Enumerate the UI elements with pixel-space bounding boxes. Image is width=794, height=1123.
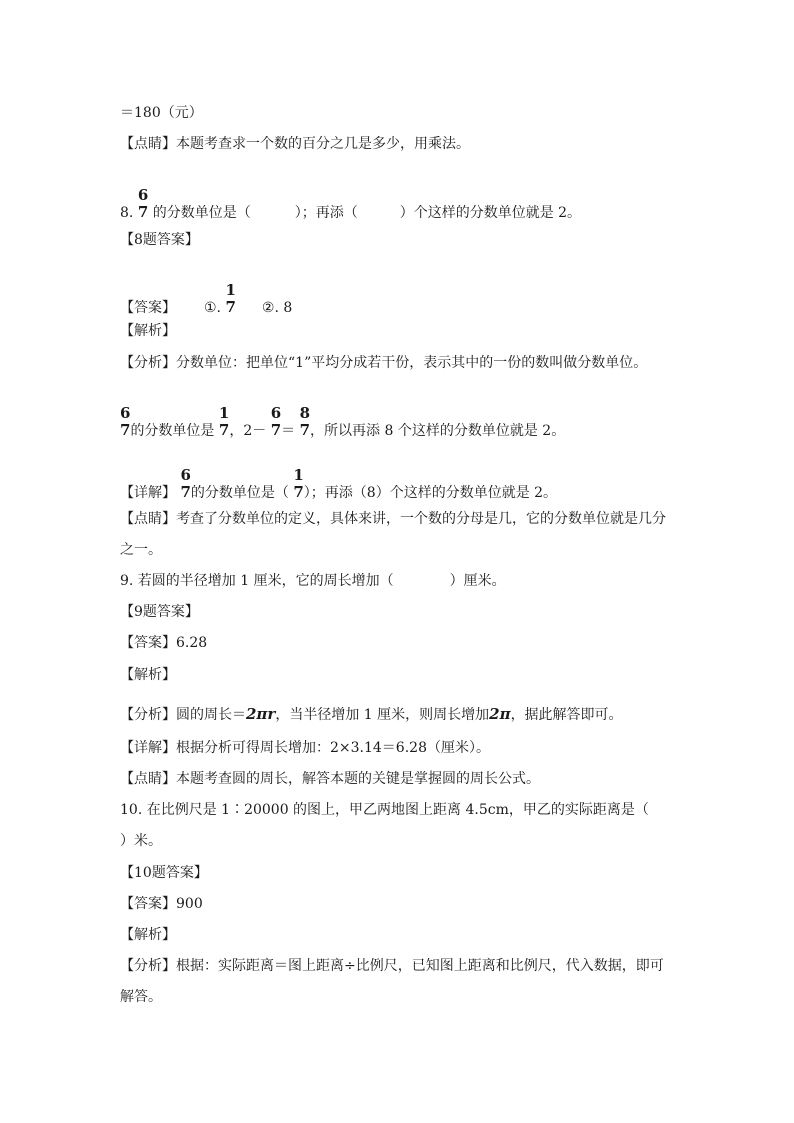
fraction-1-7 bbox=[293, 467, 303, 501]
q8-jiexi: 【解析】 bbox=[120, 323, 176, 339]
fraction-6-7 bbox=[120, 405, 130, 439]
fraction-6-7 bbox=[271, 405, 281, 439]
q8-analysis-equation bbox=[120, 404, 674, 448]
q8-answer-head: 【8题答案】 bbox=[120, 232, 199, 248]
q8-answer-fraction bbox=[225, 282, 235, 316]
frac-numerator: 6 bbox=[270, 404, 282, 422]
frac-denominator: 7 bbox=[299, 421, 311, 439]
q9-dianjing: 【点睛】本题考查圆的周长，解答本题的关键是掌握圆的周长公式。 bbox=[120, 771, 540, 787]
circumference-formula: 2πr bbox=[246, 705, 276, 723]
question-10-line1: 10. 在比例尺是 1∶20000 的图上，甲乙两地图上距离 4.5cm，甲乙的实际距离是（ bbox=[120, 802, 649, 818]
dianjing-7: 【点睛】本题考查求一个数的百分之几是多少，用乘法。 bbox=[120, 136, 470, 152]
frac-numerator: 1 bbox=[218, 404, 230, 422]
frac-numerator: 8 bbox=[299, 404, 311, 422]
detail-text: ）；再添（8）个这样的分数单位就是 2。 bbox=[303, 485, 558, 501]
two-pi-formula: 2π bbox=[489, 705, 511, 723]
q8-text-a: 的分数单位是（ bbox=[152, 205, 251, 221]
question-10-line2: ）米。 bbox=[120, 833, 162, 849]
q9-answer-head: 【9题答案】 bbox=[120, 604, 199, 620]
q8-frac-numerator: 6 bbox=[137, 186, 149, 204]
q8-fenxi: 【分析】分数单位：把单位“1”平均分成若干份，表示其中的一份的数叫做分数单位。 bbox=[120, 355, 648, 371]
q10-answer-head: 【10题答案】 bbox=[120, 865, 208, 881]
q9-detail: 【详解】根据分析可得周长增加：2×3.14＝6.28（厘米）。 bbox=[120, 740, 490, 756]
frac-numerator: 1 bbox=[293, 466, 304, 484]
fraction-6-7 bbox=[180, 467, 190, 501]
frac-numerator: 6 bbox=[180, 466, 191, 484]
q8-fraction bbox=[138, 187, 148, 221]
q8-text-c: ）个这样的分数单位就是 2。 bbox=[399, 205, 582, 221]
q10-jiexi: 【解析】 bbox=[120, 927, 176, 943]
q8-dianjing-line1: 【点睛】考查了分数单位的定义，具体来讲，一个数的分母是几，它的分数单位就是几分 bbox=[120, 511, 666, 527]
q10-answer: 【答案】900 bbox=[120, 896, 203, 912]
frac-denominator: 7 bbox=[293, 483, 304, 501]
q8-answer-item2: ②. 8 bbox=[261, 300, 293, 316]
q8-text-b: ）；再添（ bbox=[294, 205, 358, 221]
fenxi-text: 【分析】圆的周长＝ bbox=[120, 707, 246, 723]
q9-answer: 【答案】6.28 bbox=[120, 635, 208, 651]
frac-denominator: 7 bbox=[120, 421, 131, 439]
question-9: 9. 若圆的半径增加 1 厘米，它的周长增加（ ）厘米。 bbox=[120, 573, 506, 589]
equation-text: ，所以再添 8 个这样的分数单位就是 2。 bbox=[310, 423, 566, 439]
answer-frac-numerator: 1 bbox=[225, 281, 236, 299]
q8-answer-item1: ①. bbox=[204, 300, 222, 316]
frac-numerator: 6 bbox=[120, 404, 131, 422]
q9-jiexi: 【解析】 bbox=[120, 667, 176, 683]
q8-answer bbox=[120, 281, 674, 325]
question-8 bbox=[120, 186, 674, 230]
q9-fenxi bbox=[120, 705, 674, 724]
q10-fenxi-line2: 解答。 bbox=[120, 989, 162, 1005]
q8-frac-denominator: 7 bbox=[137, 203, 149, 221]
q8-number: 8. bbox=[120, 205, 134, 221]
q8-answer-label: 【答案】 bbox=[120, 300, 176, 316]
fraction-1-7 bbox=[219, 405, 229, 439]
result-line: ＝180（元） bbox=[120, 105, 203, 121]
frac-denominator: 7 bbox=[218, 421, 230, 439]
q8-detail bbox=[120, 466, 674, 510]
equation-text: ，2－ bbox=[229, 423, 267, 439]
fenxi-text: ，当半径增加 1 厘米，则周长增加 bbox=[275, 707, 490, 723]
q10-fenxi-line1: 【分析】根据：实际距离＝图上距离÷比例尺，已知图上距离和比例尺，代入数据，即可 bbox=[120, 958, 664, 974]
answer-frac-denominator: 7 bbox=[225, 298, 236, 316]
frac-denominator: 7 bbox=[270, 421, 282, 439]
detail-text: 的分数单位是（ bbox=[190, 485, 289, 501]
equation-text: ＝ bbox=[281, 423, 296, 439]
detail-label: 【详解】 bbox=[120, 485, 176, 501]
fenxi-text: ，据此解答即可。 bbox=[510, 707, 623, 723]
equation-text: 的分数单位是 bbox=[130, 423, 215, 439]
fraction-8-7 bbox=[300, 405, 310, 439]
q8-dianjing-line2: 之一。 bbox=[120, 542, 162, 558]
frac-denominator: 7 bbox=[180, 483, 191, 501]
